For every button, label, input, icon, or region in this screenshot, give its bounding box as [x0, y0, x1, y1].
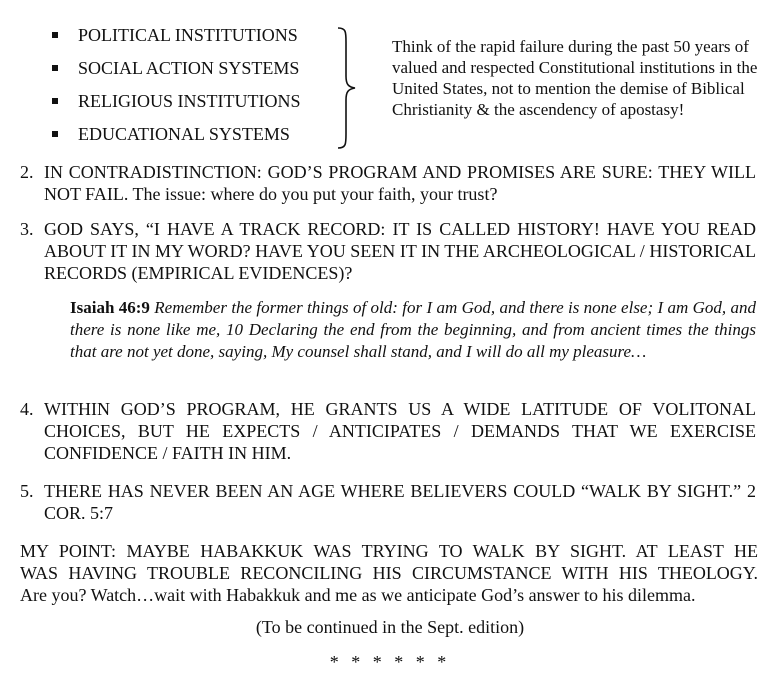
my-point-line: MY POINT: MAYBE HABAKKUK WAS TRYING TO WALK BY SIGHT. AT LEAST HE: [20, 541, 758, 561]
point-3: [20, 218, 756, 284]
point-number: 4.: [20, 399, 34, 419]
square-bullet-icon: [52, 98, 58, 104]
point-4: [20, 398, 756, 464]
point-number: 2.: [20, 162, 34, 182]
square-bullet-icon: [52, 32, 58, 38]
my-point-paragraph: [20, 540, 758, 606]
scripture-reference: Isaiah 46:9: [70, 298, 150, 317]
bullet-text: EDUCATIONAL SYSTEMS: [78, 124, 290, 144]
bullet-text: RELIGIOUS INSTITUTIONS: [78, 91, 301, 111]
point-text: GOD SAYS, “I HAVE A TRACK RECORD: IT IS CALLED HISTORY! HAVE YOU READ ABOUT IT IN MY WORD? HAVE YOU SEEN IT IN THE ARCHEOLOGICAL / HISTORICAL RECORDS (EMPIRICAL EVIDENCES)?: [44, 219, 756, 283]
square-bullet-icon: [52, 131, 58, 137]
my-point-line: WAS HAVING TROUBLE RECONCILING HIS CIRCUMSTANCE WITH HIS THEOLOGY.: [20, 563, 758, 583]
institutions-list: [50, 24, 300, 156]
point-number: 5.: [20, 481, 34, 501]
point-number: 3.: [20, 219, 34, 239]
bullet-text: POLITICAL INSTITUTIONS: [78, 25, 298, 45]
list-item: [50, 90, 300, 123]
bullet-text: SOCIAL ACTION SYSTEMS: [78, 58, 300, 78]
square-bullet-icon: [52, 65, 58, 71]
continued-note: (To be continued in the Sept. edition): [255, 617, 525, 637]
section-separator: * * * * * *: [329, 652, 451, 672]
list-item: [50, 57, 300, 90]
point-text: IN CONTRADISTINCTION: GOD’S PROGRAM AND PROMISES ARE SURE: THEY WILL NOT FAIL. The issue: where do you put your faith, your trust?: [44, 162, 756, 204]
my-point-line: Are you? Watch…wait with Habakkuk and me as we anticipate God’s answer to his dilemma.: [20, 585, 696, 605]
point-5: [20, 480, 756, 524]
list-item: [50, 24, 300, 57]
scripture-text: Remember the former things of old: for I am God, and there is none else; I am God, and there is none like me, 10 Declaring the end from the beginning, and from ancient times the things that are not yet done, saying, My counsel shall stand, and I will do all my pleasure…: [70, 298, 757, 361]
point-2: [20, 161, 756, 205]
side-note: Think of the rapid failure during the past 50 years of valued and respected Constitutional institutions in the United States, not to mention the demise of Biblical Christianity & the ascendency of apostasy!: [392, 37, 758, 119]
scripture-quote: [70, 297, 756, 363]
point-text: WITHIN GOD’S PROGRAM, HE GRANTS US A WIDE LATITUDE OF VOLITONAL CHOICES, BUT HE EXPECTS / ANTICIPATES / DEMANDS THAT WE EXERCISE CONFIDENCE / FAITH IN HIM.: [44, 399, 756, 463]
point-text: THERE HAS NEVER BEEN AN AGE WHERE BELIEVERS COULD “WALK BY SIGHT.” 2 COR. 5:7: [44, 481, 756, 523]
curly-brace-icon: [334, 26, 360, 150]
list-item: [50, 123, 300, 156]
